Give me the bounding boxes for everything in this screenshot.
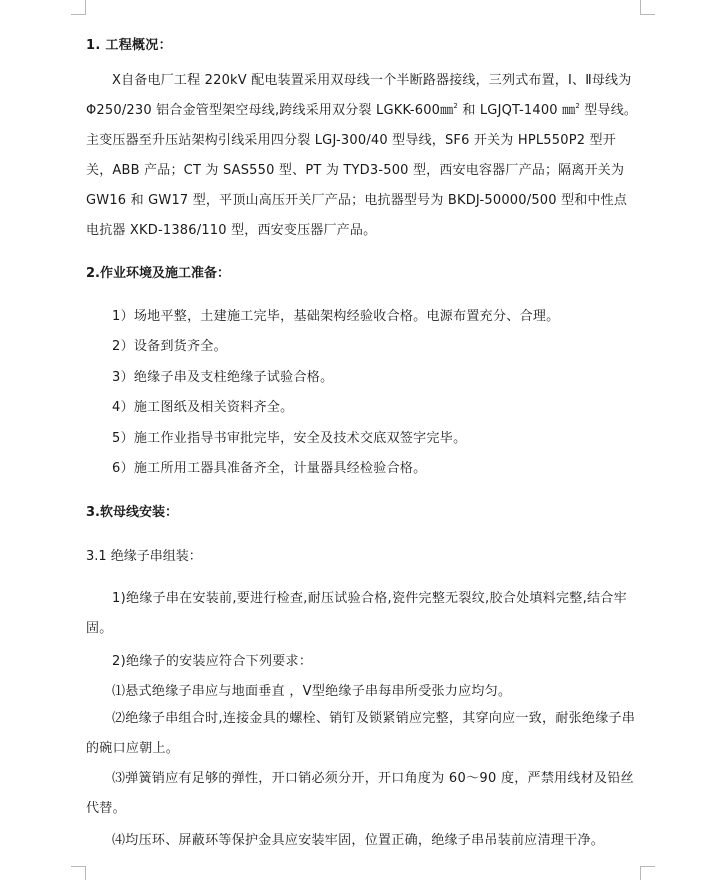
crop-mark-bottom-right bbox=[640, 866, 655, 880]
section-1-heading: 1. 工程概况： bbox=[86, 38, 172, 53]
prep-item-3: 3）绝缘子串及支柱绝缘子试验合格。 bbox=[112, 370, 334, 385]
crop-mark-top-right bbox=[640, 0, 655, 15]
superscript-square-1: 2 bbox=[453, 102, 458, 110]
insulator-paragraph-1: 1)绝缘子串在安装前,要进行检查,耐压试验合格,瓷件完整无裂纹,胶合处填料完整,结合牢固。 bbox=[86, 591, 627, 636]
section-1-text-b: 和 LGJQT-1400 ㎜ bbox=[458, 103, 576, 118]
crop-mark-bottom-left bbox=[71, 866, 86, 880]
requirement-4: ⑷均压环、屏蔽环等保护金具应安装牢固，位置正确，绝缘子串吊装前应清理干净。 bbox=[112, 833, 605, 848]
requirement-2: ⑵绝缘子串组合时,连接金具的螺栓、销钉及锁紧销应完整，其穿向应一致，耐张绝缘子串的碗口应朝上。 bbox=[86, 711, 636, 756]
section-1-text-a: X自备电厂工程 220kV 配电装置采用双母线一个半断路器接线，三列式布置，Ⅰ、Ⅱ母线为Φ250/230 铝合金管型架空母线,跨线采用双分裂 LGKK-600㎜ bbox=[86, 73, 632, 118]
section-2-heading: 2.作业环境及施工准备： bbox=[86, 266, 230, 281]
section-1-paragraph bbox=[86, 66, 638, 246]
prep-item-1: 1）场地平整，土建施工完毕，基础架构经验收合格。电源布置充分、合理。 bbox=[112, 309, 560, 324]
prep-item-2: 2）设备到货齐全。 bbox=[112, 339, 227, 354]
superscript-square-2: 2 bbox=[575, 102, 580, 110]
crop-mark-top-left bbox=[71, 0, 86, 15]
prep-item-6: 6）施工所用工器具准备齐全，计量器具经检验合格。 bbox=[112, 461, 427, 476]
prep-item-4: 4）施工图纸及相关资料齐全。 bbox=[112, 400, 294, 415]
section-3-1-heading bbox=[86, 545, 202, 564]
insulator-paragraph-2: 2)绝缘子的安装应符合下列要求： bbox=[112, 654, 313, 669]
requirement-1: ⑴悬式绝缘子串应与地面垂直 ，V型绝缘子串每串所受张力应均匀。 bbox=[112, 684, 512, 699]
prep-item-5: 5）施工作业指导书审批完毕，安全及技术交底双签字完毕。 bbox=[112, 431, 467, 446]
requirement-3: ⑶弹簧销应有足够的弹性，开口销必须分开，开口角度为 60～90 度，严禁用线材及铅丝代替。 bbox=[86, 771, 634, 816]
section-3-heading: 3.软母线安装： bbox=[86, 505, 178, 520]
section-3-1-heading-text: 3.1 绝缘子串组装： bbox=[86, 549, 202, 564]
section-1-text-c: 型导线。主变压器至升压站架构引线采用四分裂 LGJ-300/40 型导线，SF6 开关为 HPL550P2 型开关，ABB 产品；CT 为 SAS550 型、PT 为 TYD3-500 型，西安电容器厂产品；隔离开关为 GW16 和 GW17 型，平顶山高压开关厂产品；电抗器型号为 BKDJ-50000/500 型和中性点电抗器 XKD-1386/110 型，西安变压器厂产品。 bbox=[86, 103, 638, 238]
